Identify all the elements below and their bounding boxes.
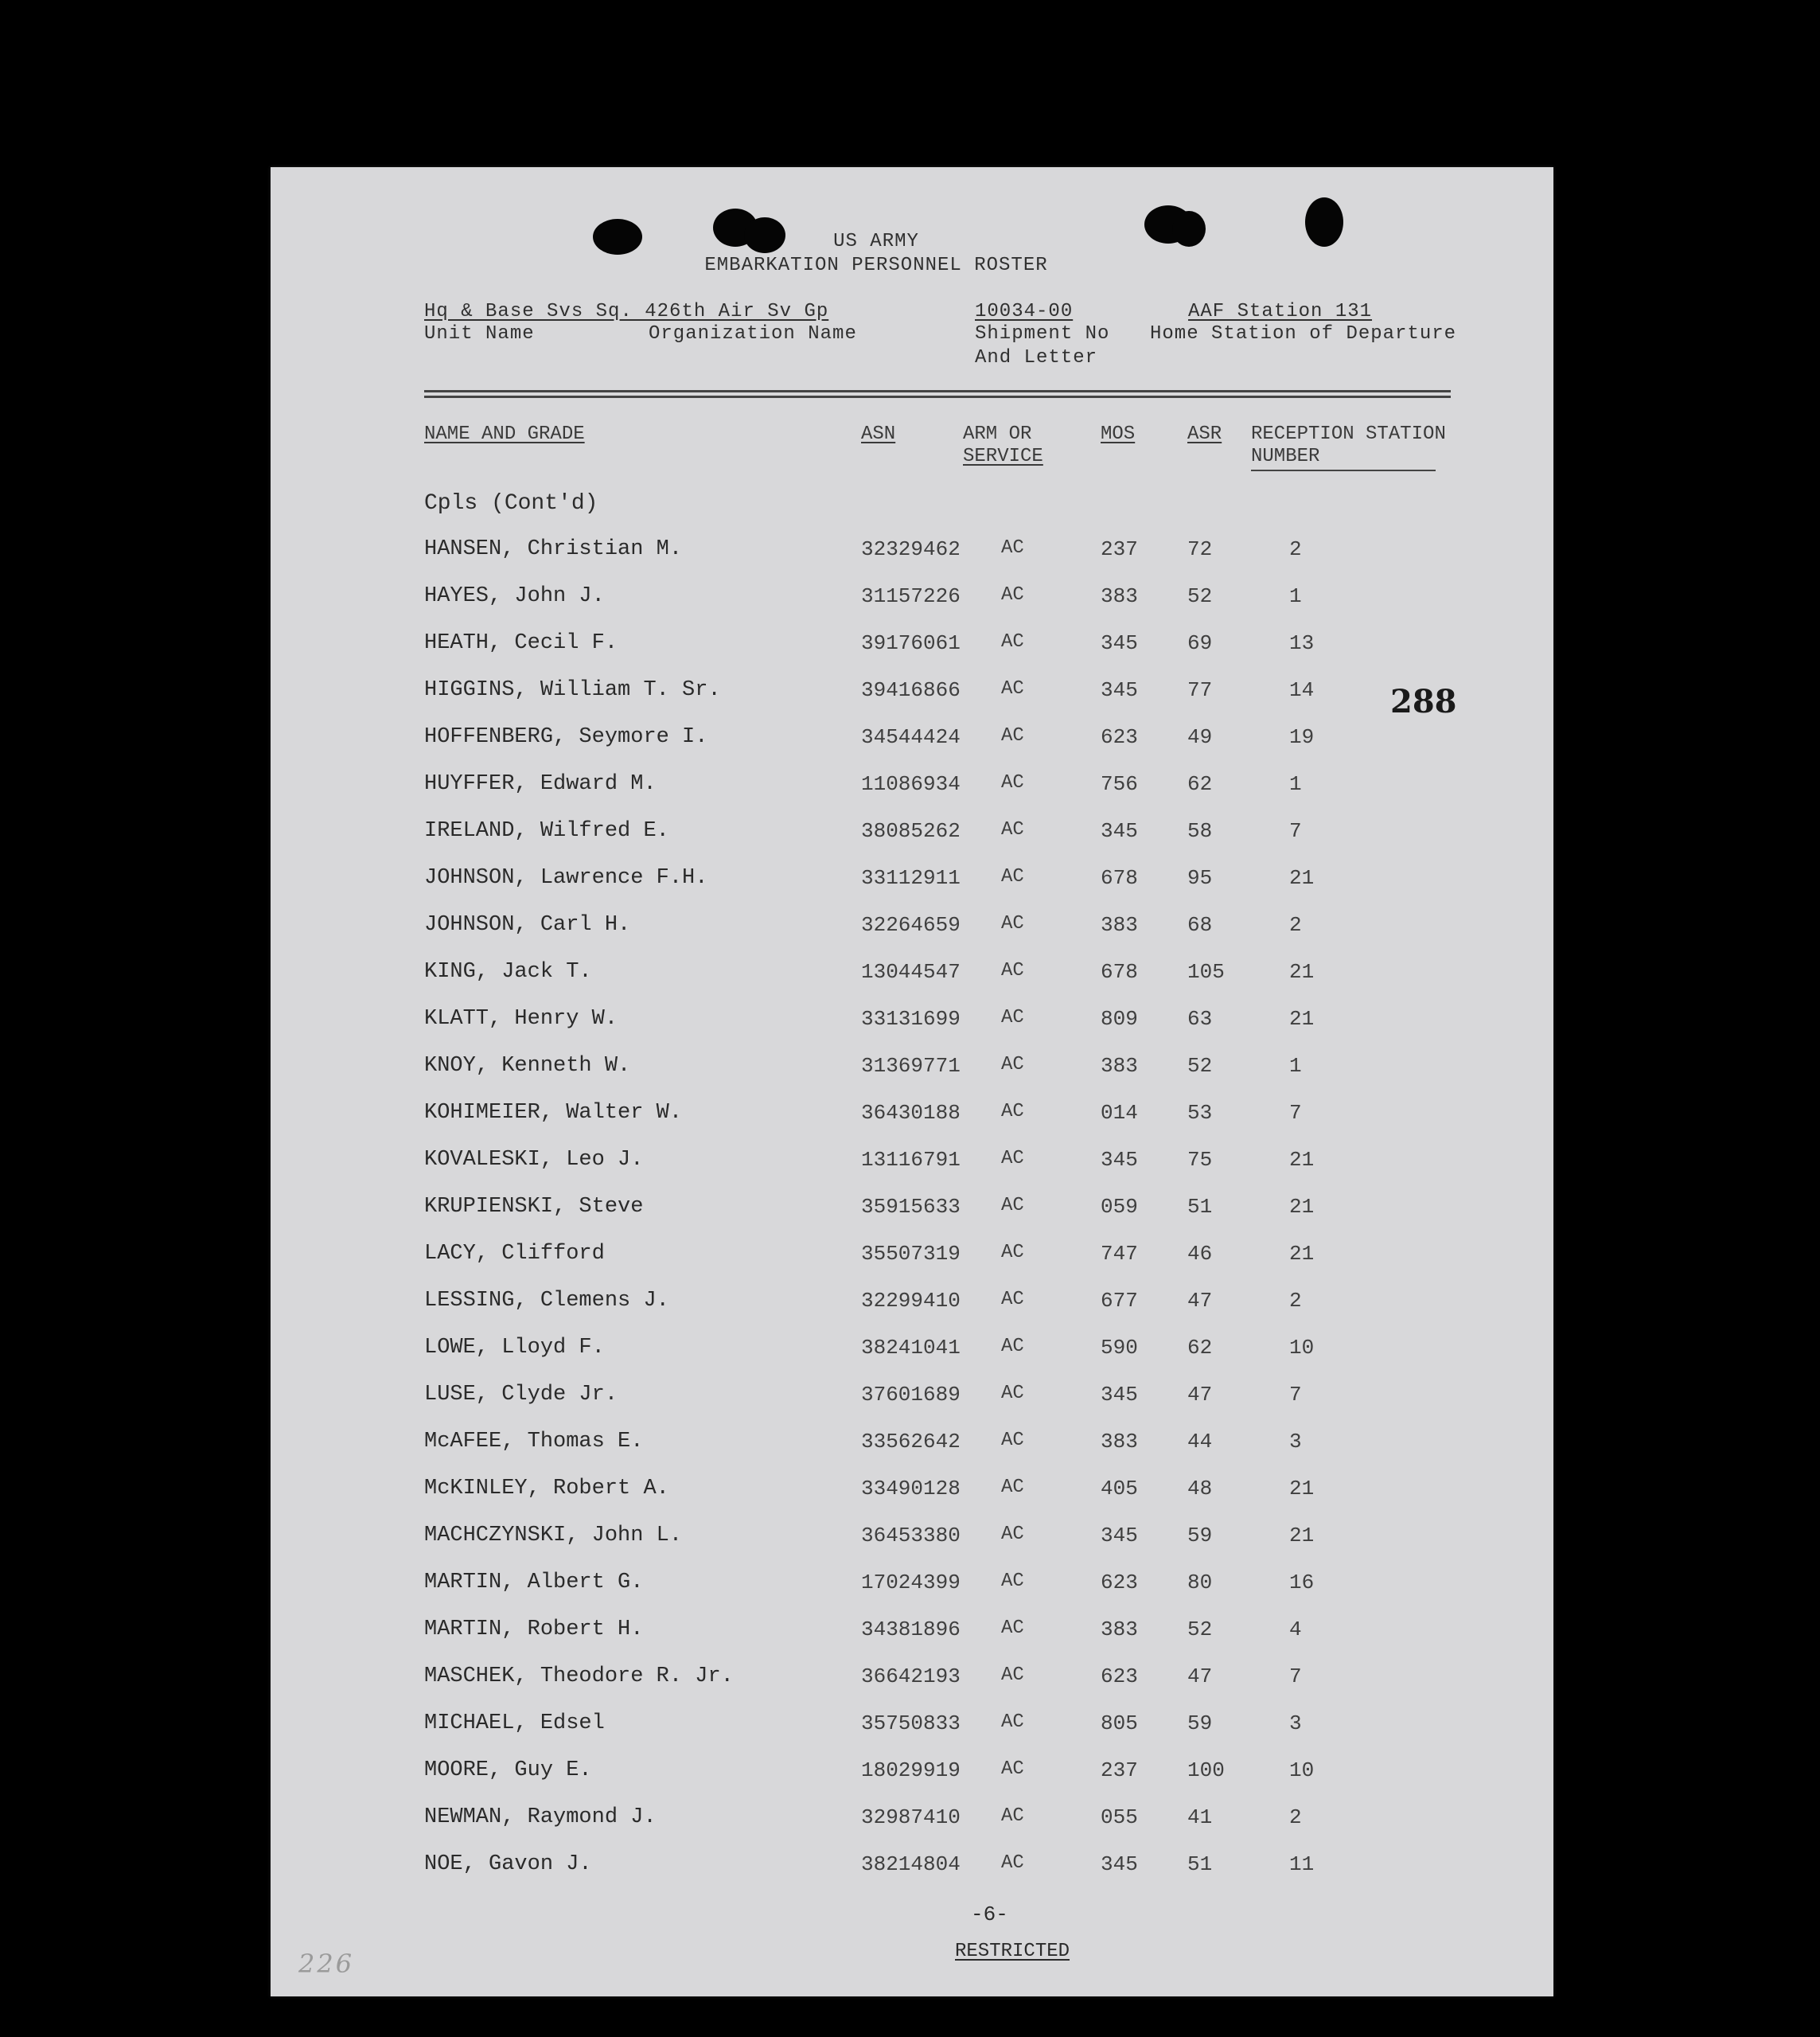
cell-arm: AC [1001,1711,1024,1733]
cell-mos: 345 [1101,1148,1138,1172]
table-row [271,1289,1553,1321]
table-row [271,678,1553,710]
cell-asn: 31369771 [861,1054,961,1078]
cell-asn: 35750833 [861,1711,961,1735]
cell-mos: 383 [1101,1054,1138,1078]
cell-rsn: 21 [1289,1242,1315,1266]
cell-asn: 18029919 [861,1758,961,1782]
cell-arm: AC [1001,1148,1024,1169]
cell-rsn: 2 [1289,537,1302,561]
table-row [271,772,1553,804]
roster-page [271,167,1553,1996]
cell-name: LESSING, Clemens J. [424,1289,669,1313]
table-row [271,1711,1553,1743]
cell-rsn: 1 [1289,1054,1302,1078]
column-underline [1251,470,1436,471]
cell-asr: 41 [1187,1805,1213,1829]
cell-arm: AC [1001,1852,1024,1874]
cell-mos: 383 [1101,913,1138,937]
cell-arm: AC [1001,1430,1024,1451]
table-row [271,1430,1553,1461]
cell-rsn: 2 [1289,1289,1302,1313]
cell-name: KRUPIENSKI, Steve [424,1195,644,1219]
table-row [271,1664,1553,1696]
cell-asn: 33112911 [861,866,961,890]
table-row [271,537,1553,569]
table-row [271,913,1553,945]
cell-asr: 105 [1187,960,1225,984]
table-row [271,1195,1553,1227]
cell-asr: 58 [1187,819,1213,843]
cell-rsn: 7 [1289,1664,1302,1688]
table-row [271,1054,1553,1086]
table-row [271,960,1553,992]
column-header-mos: MOS [1101,423,1136,445]
cell-mos: 623 [1101,1571,1138,1594]
cell-rsn: 21 [1289,1524,1315,1547]
cell-asn: 36430188 [861,1101,961,1125]
cell-asr: 52 [1187,1618,1213,1641]
cell-name: McKINLEY, Robert A. [424,1477,669,1500]
cell-rsn: 7 [1289,1101,1302,1125]
home-station-value: AAF Station 131 [1188,301,1373,322]
page-number: -6- [971,1902,1008,1926]
cell-name: KING, Jack T. [424,960,592,984]
table-row [271,1571,1553,1602]
cell-asr: 80 [1187,1571,1213,1594]
cell-arm: AC [1001,678,1024,700]
column-header-asr: ASR [1187,423,1222,445]
cell-mos: 809 [1101,1007,1138,1031]
cell-mos: 747 [1101,1242,1138,1266]
cell-arm: AC [1001,819,1024,841]
cell-name: IRELAND, Wilfred E. [424,819,669,843]
table-row [271,725,1553,757]
cell-asn: 32329462 [861,537,961,561]
cell-asr: 62 [1187,772,1213,796]
cell-rsn: 21 [1289,866,1315,890]
cell-asr: 52 [1187,1054,1213,1078]
cell-asr: 47 [1187,1289,1213,1313]
column-header-reception-station: RECEPTION STATION [1251,423,1446,445]
shipment-number-value: 10034-00 [975,301,1074,322]
cell-asr: 72 [1187,537,1213,561]
cell-asr: 100 [1187,1758,1225,1782]
column-header-number: NUMBER [1251,446,1320,467]
cell-name: MOORE, Guy E. [424,1758,592,1782]
cell-asn: 32987410 [861,1805,961,1829]
cell-name: LOWE, Lloyd F. [424,1336,605,1360]
cell-mos: 623 [1101,725,1138,749]
cell-rsn: 1 [1289,584,1302,608]
cell-asr: 48 [1187,1477,1213,1500]
cell-rsn: 7 [1289,819,1302,843]
document-subtitle: EMBARKATION PERSONNEL ROSTER [704,255,1048,276]
cell-name: NEWMAN, Raymond J. [424,1805,657,1829]
cell-rsn: 21 [1289,1477,1315,1500]
cell-name: HOFFENBERG, Seymore I. [424,725,708,749]
cell-asn: 35915633 [861,1195,961,1219]
cell-rsn: 21 [1289,1148,1315,1172]
cell-asr: 47 [1187,1664,1213,1688]
cell-rsn: 10 [1289,1758,1315,1782]
cell-name: JOHNSON, Lawrence F.H. [424,866,708,890]
cell-arm: AC [1001,631,1024,653]
cell-name: McAFEE, Thomas E. [424,1430,644,1454]
cell-asr: 63 [1187,1007,1213,1031]
cell-mos: 623 [1101,1664,1138,1688]
cell-asn: 34544424 [861,725,961,749]
cell-asr: 59 [1187,1524,1213,1547]
cell-rsn: 2 [1289,1805,1302,1829]
cell-rsn: 14 [1289,678,1315,702]
cell-arm: AC [1001,1524,1024,1545]
table-row [271,584,1553,616]
table-row [271,1148,1553,1180]
cell-asn: 39416866 [861,678,961,702]
section-label: Cpls (Cont'd) [424,491,598,516]
cell-mos: 059 [1101,1195,1138,1219]
cell-arm: AC [1001,866,1024,888]
cell-asr: 95 [1187,866,1213,890]
unit-name-label: Unit Name [424,323,535,345]
cell-asn: 35507319 [861,1242,961,1266]
table-row [271,1758,1553,1790]
cell-rsn: 16 [1289,1571,1315,1594]
shipment-number-label: Shipment No [975,323,1110,345]
cell-arm: AC [1001,1571,1024,1592]
cell-asn: 33562642 [861,1430,961,1454]
cell-asr: 49 [1187,725,1213,749]
cell-asr: 51 [1187,1195,1213,1219]
classification-label: RESTRICTED [955,1941,1070,1962]
cell-name: LUSE, Clyde Jr. [424,1383,618,1407]
cell-arm: AC [1001,1336,1024,1357]
column-header-asn: ASN [861,423,896,445]
cell-mos: 345 [1101,1852,1138,1876]
stamp-number: 288 [1390,683,1457,720]
cell-asn: 32264659 [861,913,961,937]
cell-mos: 345 [1101,1383,1138,1407]
cell-rsn: 3 [1289,1430,1302,1454]
cell-mos: 345 [1101,631,1138,655]
cell-arm: AC [1001,1289,1024,1310]
column-header-arm: ARM OR [963,423,1032,445]
cell-asr: 47 [1187,1383,1213,1407]
cell-arm: AC [1001,1195,1024,1216]
cell-name: LACY, Clifford [424,1242,605,1266]
column-header-service: SERVICE [963,446,1043,467]
cell-mos: 055 [1101,1805,1138,1829]
table-row [271,1336,1553,1368]
cell-mos: 237 [1101,1758,1138,1782]
cell-rsn: 19 [1289,725,1315,749]
cell-mos: 590 [1101,1336,1138,1360]
cell-arm: AC [1001,1805,1024,1827]
cell-mos: 756 [1101,772,1138,796]
cell-asn: 31157226 [861,584,961,608]
cell-arm: AC [1001,584,1024,606]
cell-rsn: 4 [1289,1618,1302,1641]
cell-asn: 36453380 [861,1524,961,1547]
cell-rsn: 1 [1289,772,1302,796]
cell-mos: 805 [1101,1711,1138,1735]
cell-arm: AC [1001,1054,1024,1075]
table-row [271,1524,1553,1555]
cell-asr: 68 [1187,913,1213,937]
cell-name: MARTIN, Albert G. [424,1571,644,1594]
cell-mos: 014 [1101,1101,1138,1125]
cell-rsn: 21 [1289,1007,1315,1031]
cell-name: HIGGINS, William T. Sr. [424,678,721,702]
cell-arm: AC [1001,1007,1024,1028]
cell-arm: AC [1001,1664,1024,1686]
pencil-mark: 226 [298,1949,355,1979]
cell-asn: 13044547 [861,960,961,984]
cell-asn: 33131699 [861,1007,961,1031]
cell-mos: 345 [1101,819,1138,843]
cell-asn: 39176061 [861,631,961,655]
cell-arm: AC [1001,1383,1024,1404]
cell-name: HUYFFER, Edward M. [424,772,657,796]
cell-asr: 62 [1187,1336,1213,1360]
cell-asr: 52 [1187,584,1213,608]
cell-asn: 32299410 [861,1289,961,1313]
cell-name: KOHIMEIER, Walter W. [424,1101,683,1125]
header-divider [424,390,1451,392]
cell-asr: 46 [1187,1242,1213,1266]
cell-rsn: 21 [1289,1195,1315,1219]
table-row [271,1805,1553,1837]
cell-asn: 38085262 [861,819,961,843]
column-header-name: NAME AND GRADE [424,423,585,445]
cell-asn: 17024399 [861,1571,961,1594]
table-row [271,1383,1553,1415]
cell-asn: 11086934 [861,772,961,796]
cell-mos: 677 [1101,1289,1138,1313]
cell-arm: AC [1001,960,1024,981]
cell-arm: AC [1001,537,1024,559]
cell-rsn: 13 [1289,631,1315,655]
cell-arm: AC [1001,1477,1024,1498]
cell-mos: 345 [1101,1524,1138,1547]
table-row [271,1852,1553,1884]
cell-rsn: 21 [1289,960,1315,984]
home-station-label: Home Station of Departure [1150,323,1457,345]
cell-name: HAYES, John J. [424,584,605,608]
cell-name: KOVALESKI, Leo J. [424,1148,644,1172]
cell-name: MACHCZYNSKI, John L. [424,1524,683,1547]
cell-asn: 36642193 [861,1664,961,1688]
cell-name: MICHAEL, Edsel [424,1711,605,1735]
header-divider [424,396,1451,398]
cell-rsn: 10 [1289,1336,1315,1360]
table-row [271,1477,1553,1508]
cell-asn: 13116791 [861,1148,961,1172]
organization-name-label: Organization Name [649,323,857,345]
cell-asn: 34381896 [861,1618,961,1641]
cell-name: NOE, Gavon J. [424,1852,592,1876]
cell-arm: AC [1001,725,1024,747]
shipment-letter-label: And Letter [975,347,1098,369]
cell-asr: 59 [1187,1711,1213,1735]
cell-mos: 345 [1101,678,1138,702]
cell-asn: 33490128 [861,1477,961,1500]
document-title: US ARMY [833,231,919,252]
cell-mos: 405 [1101,1477,1138,1500]
cell-asr: 75 [1187,1148,1213,1172]
cell-name: KLATT, Henry W. [424,1007,618,1031]
cell-rsn: 2 [1289,913,1302,937]
cell-arm: AC [1001,1618,1024,1639]
cell-asr: 44 [1187,1430,1213,1454]
cell-asn: 38214804 [861,1852,961,1876]
cell-mos: 678 [1101,866,1138,890]
cell-name: KNOY, Kenneth W. [424,1054,631,1078]
cell-rsn: 11 [1289,1852,1315,1876]
table-row [271,1007,1553,1039]
cell-mos: 383 [1101,1430,1138,1454]
cell-name: MARTIN, Robert H. [424,1618,644,1641]
cell-arm: AC [1001,913,1024,935]
cell-arm: AC [1001,1242,1024,1263]
cell-rsn: 7 [1289,1383,1302,1407]
cell-asn: 38241041 [861,1336,961,1360]
unit-name-value: Hq & Base Svs Sq. 426th Air Sv Gp [424,301,829,322]
cell-asn: 37601689 [861,1383,961,1407]
table-row [271,819,1553,851]
cell-asr: 69 [1187,631,1213,655]
cell-arm: AC [1001,772,1024,794]
cell-name: JOHNSON, Carl H. [424,913,631,937]
table-row [271,1618,1553,1649]
table-row [271,631,1553,663]
cell-arm: AC [1001,1101,1024,1122]
cell-mos: 237 [1101,537,1138,561]
cell-asr: 77 [1187,678,1213,702]
cell-rsn: 3 [1289,1711,1302,1735]
cell-name: HEATH, Cecil F. [424,631,618,655]
table-row [271,866,1553,898]
cell-mos: 383 [1101,584,1138,608]
cell-name: MASCHEK, Theodore R. Jr. [424,1664,734,1688]
table-row [271,1101,1553,1133]
cell-name: HANSEN, Christian M. [424,537,683,561]
cell-mos: 678 [1101,960,1138,984]
cell-arm: AC [1001,1758,1024,1780]
cell-mos: 383 [1101,1618,1138,1641]
cell-asr: 51 [1187,1852,1213,1876]
table-row [271,1242,1553,1274]
cell-asr: 53 [1187,1101,1213,1125]
